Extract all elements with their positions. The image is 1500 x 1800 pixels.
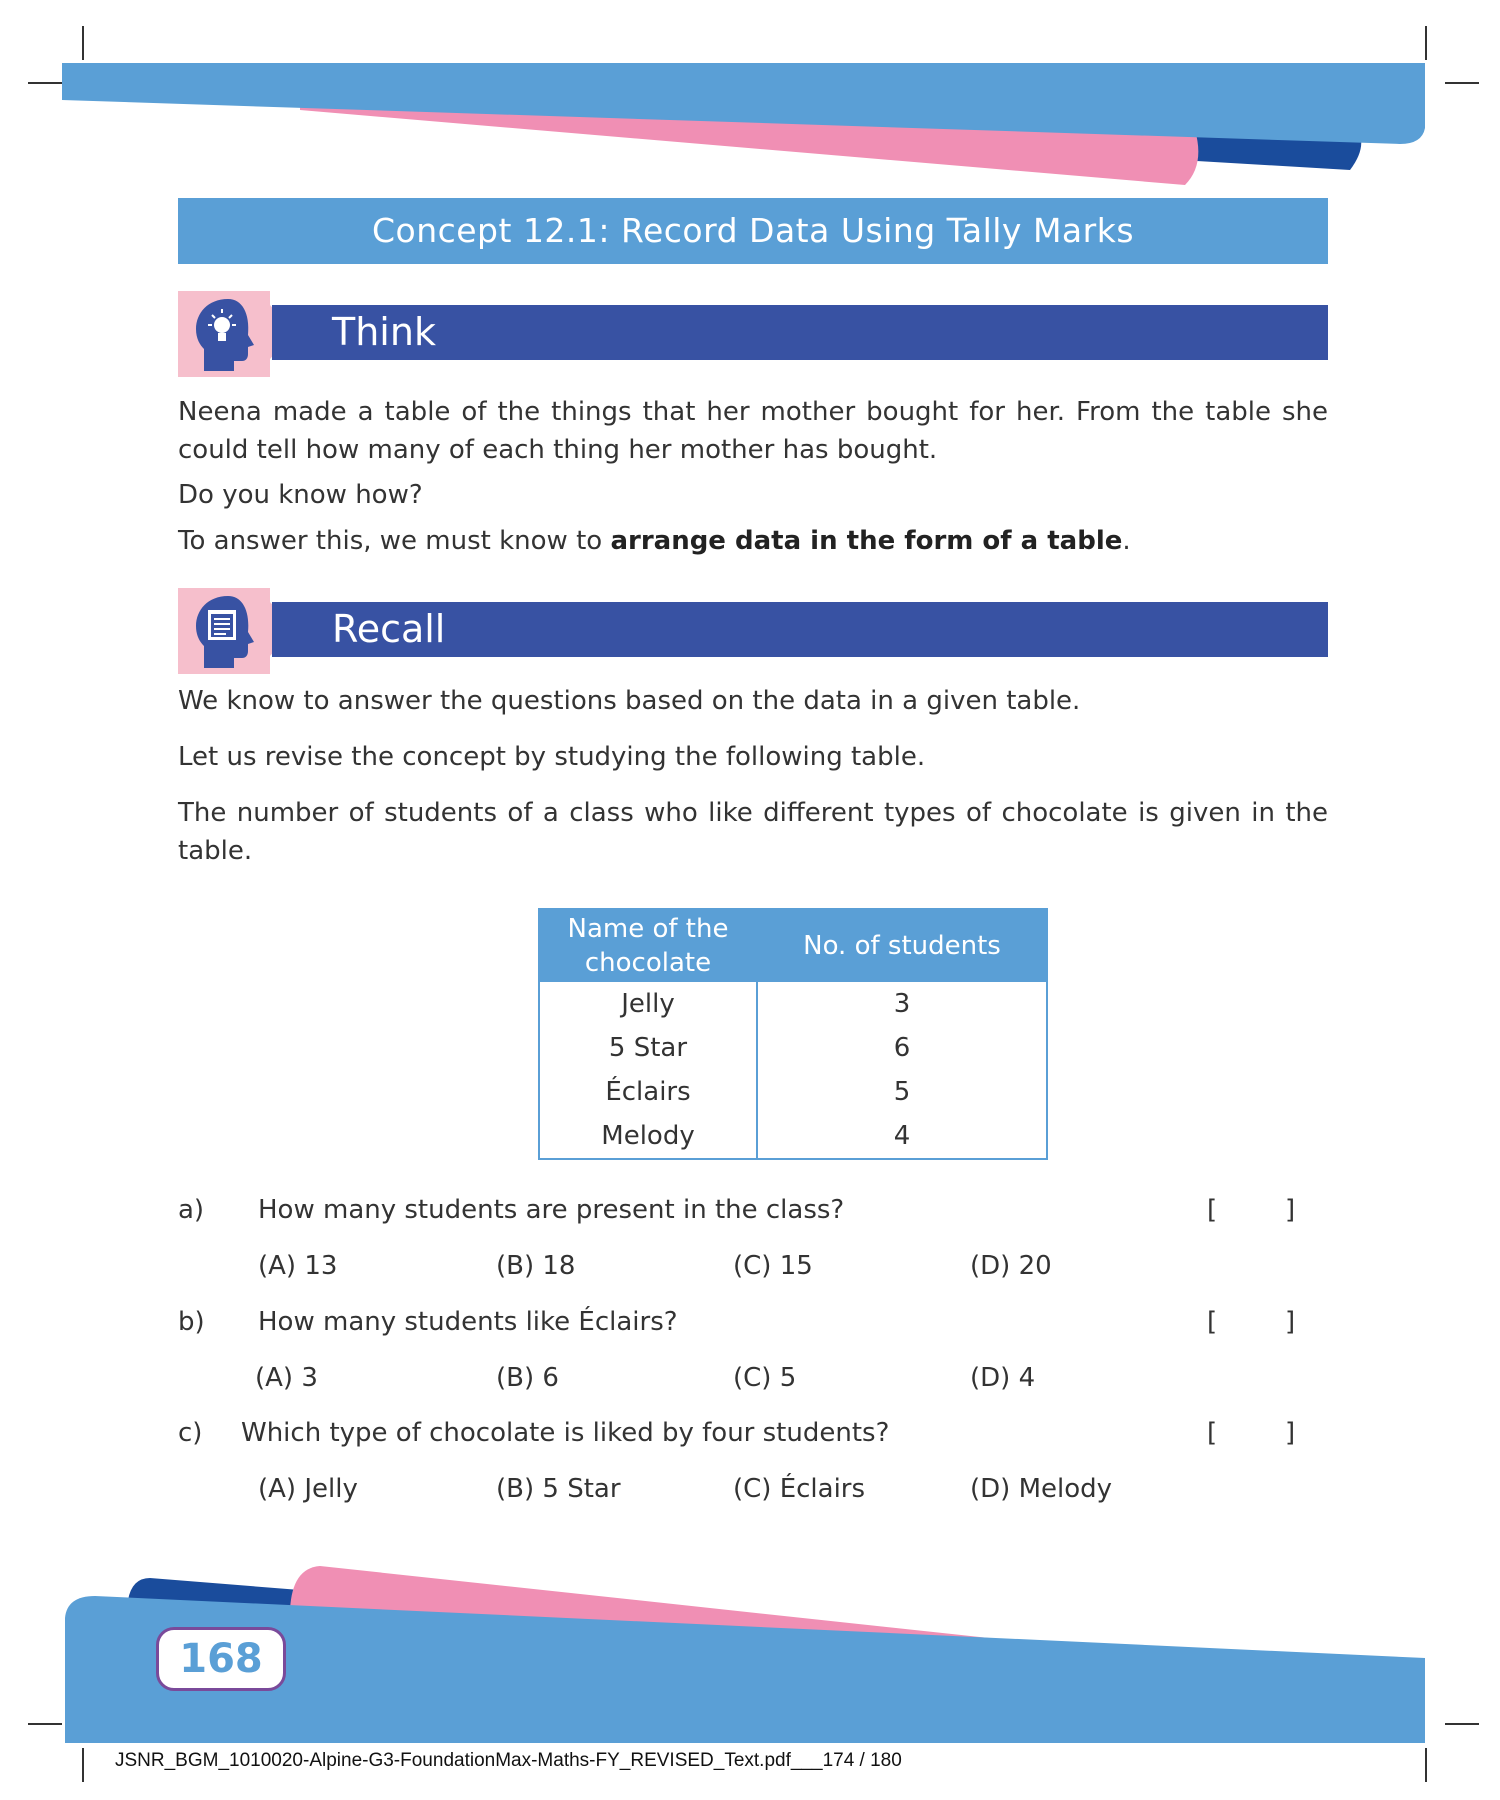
footer-file-info: JSNR_BGM_1010020-Alpine-G3-FoundationMax-Maths-FY_REVISED_Text.pdf___174 / 180 <box>115 1750 902 1771</box>
option-a-1: (A) 13 <box>258 1251 338 1281</box>
option-a-4: (D) 20 <box>970 1251 1052 1281</box>
option-a-3: (C) 15 <box>733 1251 813 1281</box>
option-a-2: (B) 18 <box>496 1251 576 1281</box>
recall-paragraph-3: The number of students of a class who like different types of chocolate is given in the table. <box>178 798 1328 866</box>
table-cell-count: 4 <box>893 1121 911 1151</box>
option-b-2: (B) 6 <box>496 1363 559 1393</box>
top-decorative-banner <box>0 0 1500 200</box>
head-notepad-icon <box>178 588 270 674</box>
table-cell-name: Éclairs <box>539 1070 757 1114</box>
think-paragraph-3-prefix: To answer this, we must know to <box>178 526 611 556</box>
head-lightbulb-icon <box>178 291 270 377</box>
option-b-1: (A) 3 <box>255 1363 318 1393</box>
answer-bracket-close: ] <box>1285 1195 1296 1225</box>
option-b-4: (D) 4 <box>970 1363 1036 1393</box>
recall-heading: Recall <box>272 602 1328 657</box>
recall-paragraph-1: We know to answer the questions based on the data in a given table. <box>178 686 1081 716</box>
think-paragraph-3 <box>178 522 1328 560</box>
answer-bracket-open: [ <box>1207 1195 1218 1225</box>
option-c-4: (D) Melody <box>970 1474 1113 1504</box>
crop-mark <box>1425 1748 1427 1782</box>
option-c-3: (C) Éclairs <box>733 1474 866 1504</box>
think-paragraph-3-suffix: . <box>1122 526 1131 556</box>
table-cell-name: 5 Star <box>539 1026 757 1070</box>
question-b-text: How many students like Éclairs? <box>258 1307 678 1337</box>
option-b-3: (C) 5 <box>733 1363 797 1393</box>
question-c-text: Which type of chocolate is liked by four students? <box>241 1418 890 1448</box>
question-c-label: c) <box>178 1418 203 1448</box>
option-c-2: (B) 5 Star <box>496 1474 621 1504</box>
table-cell-count: 6 <box>893 1033 911 1063</box>
table-cell-count: 3 <box>893 989 911 1019</box>
answer-bracket-close: ] <box>1285 1307 1296 1337</box>
page-number: 168 <box>156 1627 286 1691</box>
think-paragraph-3-bold: arrange data in the form of a table <box>610 526 1123 556</box>
table-cell-count: 5 <box>893 1077 911 1107</box>
table-cell-name: Jelly <box>539 982 757 1026</box>
crop-mark <box>82 1748 84 1782</box>
think-paragraph-2: Do you know how? <box>178 480 423 510</box>
table-row <box>539 982 1047 1026</box>
table-cell-name: Melody <box>539 1114 757 1159</box>
question-b-label: b) <box>178 1307 205 1337</box>
question-a-text: How many students are present in the class? <box>258 1195 845 1225</box>
table-row <box>539 1026 1047 1070</box>
chocolate-table <box>538 908 1048 1160</box>
table-row <box>539 1070 1047 1114</box>
question-a-label: a) <box>178 1195 205 1225</box>
option-c-1: (A) Jelly <box>258 1474 358 1504</box>
answer-bracket-open: [ <box>1207 1418 1218 1448</box>
table-row <box>539 1114 1047 1159</box>
table-header-name: Name of the chocolate <box>539 909 757 982</box>
think-heading: Think <box>272 305 1328 360</box>
recall-paragraph-2: Let us revise the concept by studying the following table. <box>178 742 926 772</box>
think-icon-box <box>178 291 270 377</box>
table-header-row <box>539 909 1047 982</box>
recall-icon-box <box>178 588 270 674</box>
think-paragraph-1: Neena made a table of the things that her mother bought for her. From the table she could tell how many of each thing her mother has bought. <box>178 397 1328 465</box>
answer-bracket-open: [ <box>1207 1307 1218 1337</box>
answer-bracket-close: ] <box>1285 1418 1296 1448</box>
table-header-count: No. of students <box>757 909 1047 982</box>
concept-title: Concept 12.1: Record Data Using Tally Marks <box>178 198 1328 264</box>
